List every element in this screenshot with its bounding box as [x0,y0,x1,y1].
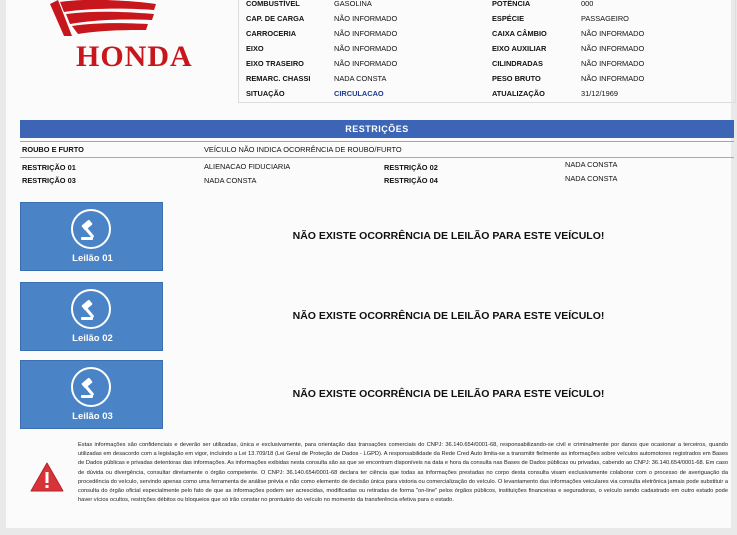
restriction-row: RESTRIÇÃO 01 ALIENACAO FIDUCIARIA RESTRIÇÃO 02 NADA CONSTA [22,160,618,172]
spec-row: CARROCERIA NÃO INFORMADO [246,29,398,38]
honda-logo [36,0,216,73]
auction-label: Leilão 02 [72,333,113,344]
spec-row: ESPÉCIE PASSAGEIRO [492,14,629,23]
spec-row: CAIXA CÂMBIO NÃO INFORMADO [492,29,645,38]
theft-row: ROUBO E FURTO VEÍCULO NÃO INDICA OCORRÊNCIA DE ROUBO/FURTO [20,141,734,158]
spec-row: REMARC. CHASSI NADA CONSTA [246,74,387,83]
spec-row: POTÊNCIA 000 [492,0,594,8]
spec-row: EIXO NÃO INFORMADO [246,44,398,53]
auction-tile [20,282,163,351]
auction-block-02 [20,282,734,351]
spec-row: EIXO TRASEIRO NÃO INFORMADO [246,59,398,68]
spec-row: CILINDRADAS NÃO INFORMADO [492,59,645,68]
brand-name: HONDA [76,40,193,73]
auction-label: Leilão 01 [72,253,113,264]
auction-message: NÃO EXISTE OCORRÊNCIA DE LEILÃO PARA ESTE VEÍCULO! [292,310,605,322]
spec-column-left [246,0,484,101]
status-value: CIRCULACAO [334,89,384,98]
spec-row: PESO BRUTO NÃO INFORMADO [492,74,645,83]
spec-row: EIXO AUXILIAR NÃO INFORMADO [492,44,645,53]
restrictions-table [20,141,734,186]
restrictions-header: RESTRIÇÕES [20,120,734,138]
spec-column-right [492,0,721,101]
spec-row: CAP. DE CARGA NÃO INFORMADO [246,14,398,23]
report-page [6,0,731,528]
auction-tile [20,360,163,429]
auction-tile [20,202,163,271]
spec-row: ATUALIZAÇÃO 31/12/1969 [492,89,618,98]
auction-message: NÃO EXISTE OCORRÊNCIA DE LEILÃO PARA ESTE VEÍCULO! [292,230,605,242]
auction-message: NÃO EXISTE OCORRÊNCIA DE LEILÃO PARA ESTE VEÍCULO! [292,388,605,400]
gavel-icon [71,209,111,249]
legal-disclaimer: Estas informações são confidenciais e deverão ser utilizadas, única e exclusivamente, para orientação das transações comerciais do CNPJ: 36.140.654/0001-68, responsabilizando-se civil e criminalmente por danos que ocasionar a terceiros, quando utilizadas em desacordo com a legislação em vigor, incluindo a Lei 13.709/18 (Lei Geral de Proteção de Dados - LGPD). A responsabilidade da Rede Cred Auto limita-se a transmitir fielmente as informações sobre veículos automotores registrados em Bases de Dados públicas e privadas detentoras das informações. As informações exibidas nesta consulta são as que se encontram disponíveis na data e hora da consulta nas Bases de Dados públicas ou privadas, cabendo ao CNPJ: 36.140.654/0001-68. Em caso de dúvida ou divergência, consultar diretamente o órgão competente. O CNPJ: 36.140.654/0001-68 declara ter ciência que todas as informações prestadas no corpo desta consulta visam exclusivamente colaborar com o processo de averiguação da procedência do veículo, servindo apenas como uma ferramenta de análise prévia e não como elemento de decisão única para vistoria ou comercialização do veículo. O levantamento das informações veiculares via consulta eletrônica jamais pode substituir a consulta do órgão oficial especialmente pelo fato de que as informações podem ser acrescidas, modificadas ou retiradas de forma "on-line" pelos órgãos públicos, instituições financeiras e seguradoras, o veículo sendo cadastrado em outro estado pode haver vícios ocultos, restrições débitos ou bloqueios que só irão constar no prontuário do veículo no momento da transferência efetiva para o estado. [78,442,728,504]
auction-block-01 [20,202,734,271]
gavel-icon [71,289,111,329]
spec-row: SITUAÇÃO CIRCULACAO [246,86,484,101]
gavel-icon [71,367,111,407]
auction-block-03 [20,360,734,429]
auction-label: Leilão 03 [72,411,113,422]
restriction-row: RESTRIÇÃO 03 NADA CONSTA RESTRIÇÃO 04 NADA CONSTA [22,174,618,185]
warning-icon [30,462,64,492]
spec-row: COMBUSTÍVEL GASOLINA [246,0,372,8]
